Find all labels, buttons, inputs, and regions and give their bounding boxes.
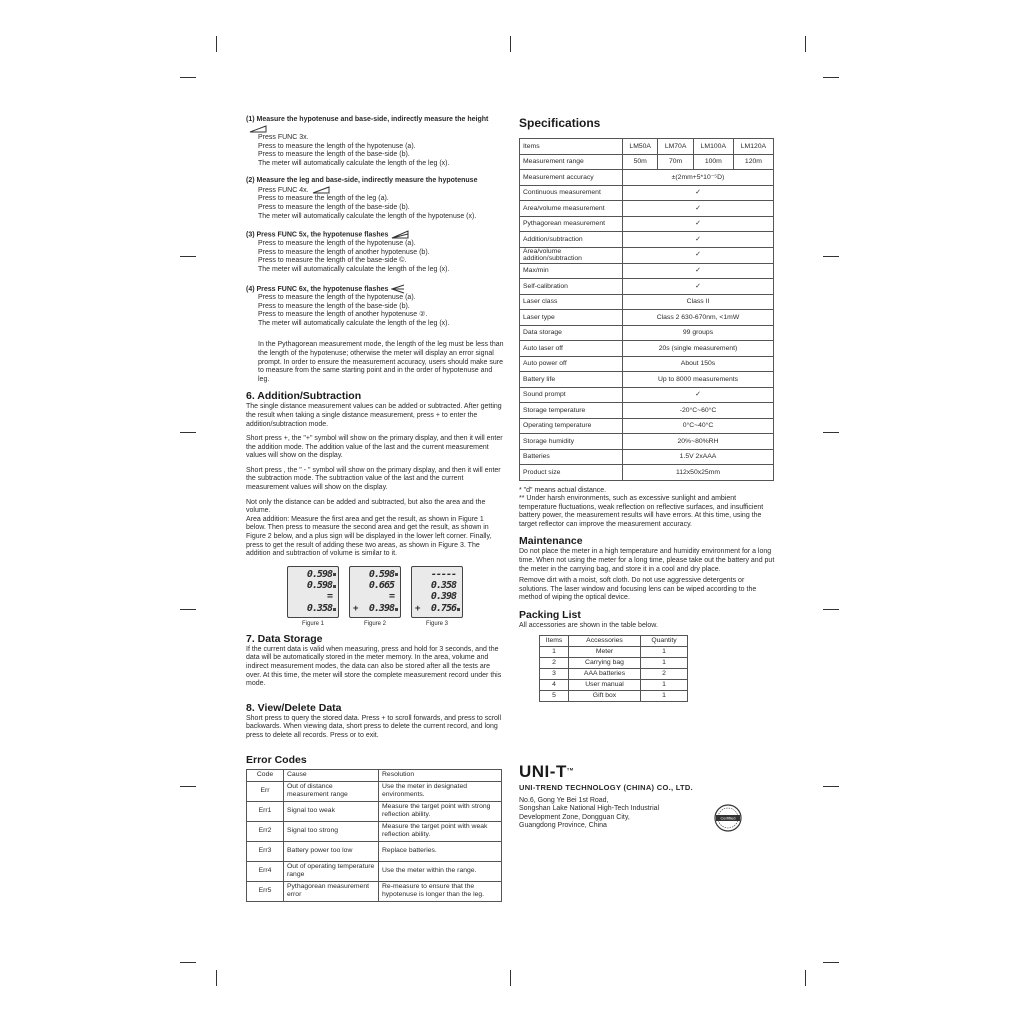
method-step: Press to measure the length of another hypotenuse ②. (258, 311, 428, 319)
spec-label: Storage temperature (520, 403, 623, 419)
footnote: * "d" means actual distance. (519, 486, 607, 494)
table-row (520, 216, 774, 232)
table-row (520, 449, 774, 465)
unit-mark-icon (333, 608, 336, 611)
error-cause: Battery power too low (284, 841, 379, 861)
spec-value: Up to 8000 measurements (623, 372, 774, 388)
lcd-line: 0.358 (306, 602, 332, 614)
table-row (520, 247, 774, 263)
left-column (246, 116, 504, 902)
table-row (247, 821, 502, 841)
triangle-icon (391, 230, 409, 239)
spec-label: Data storage (520, 325, 623, 341)
item-name: Carrying bag (569, 657, 641, 668)
table-row (520, 418, 774, 434)
spec-label: Max/min (520, 263, 623, 279)
right-column (519, 116, 775, 831)
storage-heading: 7. Data Storage (246, 632, 323, 645)
error-resolution: Re-measure to ensure that the hypotenuse is longer than the leg. (379, 881, 502, 901)
spec-value: -20°C~60°C (623, 403, 774, 419)
spec-value: Class II (623, 294, 774, 310)
spec-value: ✓ (623, 216, 774, 232)
crop-mark (510, 36, 511, 52)
spec-value: 100m (693, 154, 733, 170)
error-cause: Out of distance measurement range (284, 781, 379, 801)
crop-mark (823, 256, 839, 257)
method-step: Press to measure the length of the base-side (b). (258, 151, 410, 159)
table-row (247, 781, 502, 801)
func-line: Press FUNC 3x. (258, 134, 309, 142)
unit-mark-icon (457, 608, 460, 611)
unit-mark-icon (333, 573, 336, 576)
addition-paragraph: Not only the distance can be added and subtracted, but also the area and the volume. (246, 498, 486, 515)
pyth-method-2 (246, 177, 504, 221)
crop-mark (180, 432, 196, 433)
table-row (247, 801, 502, 821)
table-row (540, 668, 688, 679)
spec-label: Continuous measurement (520, 185, 623, 201)
spec-value: 20s (single measurement) (623, 341, 774, 357)
company-name: UNI-TREND TECHNOLOGY (CHINA) CO., LTD. (519, 782, 694, 792)
method-title: (2) Measure the leg and base-side, indirectly measure the hypotenuse (246, 177, 478, 185)
address-line: Guangdong Province, China (519, 822, 607, 830)
error-cause: Signal too strong (284, 821, 379, 841)
lcd-line: = (326, 590, 332, 602)
view-delete-heading: 8. View/Delete Data (246, 701, 342, 714)
spec-value: 112x50x25mm (623, 465, 774, 481)
triangle-icon (391, 284, 405, 294)
spec-label: Laser type (520, 310, 623, 326)
table-row (520, 263, 774, 279)
func-line: Press FUNC 4x. (246, 186, 504, 195)
table-row (520, 232, 774, 248)
error-code: Err2 (247, 821, 284, 841)
unit-mark-icon (333, 585, 336, 588)
addition-heading: 6. Addition/Subtraction (246, 390, 362, 403)
method-step: The meter will automatically calculate the length of the hypotenuse (x). (258, 212, 477, 220)
crop-mark (805, 970, 806, 986)
method-step: Press to measure the length of the hypotenuse (a). (258, 293, 416, 301)
spec-value: ✓ (623, 201, 774, 217)
plus-sign-icon: + (353, 603, 359, 614)
header-cell: Cause (284, 769, 379, 781)
method-step: The meter will automatically calculate the length of the leg (x). (258, 159, 450, 167)
header-cell: Quantity (641, 635, 688, 646)
specifications-heading: Specifications (519, 116, 601, 130)
spec-label: Laser class (520, 294, 623, 310)
spec-label: Battery life (520, 372, 623, 388)
item-quantity: 2 (641, 668, 688, 679)
item-number: 4 (540, 679, 569, 690)
method-step: Press to measure the length of the leg (a). (258, 195, 389, 203)
table-row (520, 356, 774, 372)
header-cell: Items (520, 139, 623, 155)
table-row (247, 861, 502, 881)
figure-2 (349, 566, 401, 627)
spec-value: ✓ (623, 247, 774, 263)
crop-mark (805, 36, 806, 52)
table-row (520, 434, 774, 450)
crop-mark (216, 970, 217, 986)
method-title: (3) Press FUNC 5x, the hypotenuse flashes (246, 230, 504, 240)
lcd-display (349, 566, 401, 618)
error-cause: Signal too weak (284, 801, 379, 821)
table-row (520, 170, 774, 186)
header-cell: LM120A (733, 139, 773, 155)
table-header-row (247, 769, 502, 781)
spec-value: 70m (658, 154, 693, 170)
pyth-method-3 (246, 230, 504, 274)
header-cell: LM100A (693, 139, 733, 155)
error-codes-table (246, 769, 502, 902)
spec-value: ✓ (623, 263, 774, 279)
storage-paragraph: If the current data is valid when measuring, press and hold for 3 seconds, and the data will be automatically stored in the meter memory. In the area, volume and indirect measurement modes, the data can also be stored after all the tests are over. At this time, the meter will store the complete measurement record under this mode. (246, 645, 502, 688)
item-name: AAA batteries (569, 668, 641, 679)
certification-seal-icon (713, 803, 743, 833)
item-number: 3 (540, 668, 569, 679)
crop-mark (180, 786, 196, 787)
lcd-line: 0.598 (368, 568, 394, 580)
lcd-line: ----- (430, 568, 456, 580)
item-number: 1 (540, 646, 569, 657)
spec-label: Addition/subtraction (520, 232, 623, 248)
table-header-row (520, 139, 774, 155)
spec-value: ✓ (623, 185, 774, 201)
lcd-line: 0.358 (430, 579, 456, 591)
error-code: Err (247, 781, 284, 801)
crop-mark (510, 970, 511, 986)
error-resolution: Measure the target point with strong reflection ability. (379, 801, 502, 821)
crop-mark (180, 256, 196, 257)
item-quantity: 1 (641, 646, 688, 657)
lcd-display (287, 566, 339, 618)
packing-list-table (539, 635, 688, 702)
method-step: Press to measure the length of the base-side (b). (258, 302, 410, 310)
company-block (519, 762, 775, 831)
spec-value: 99 groups (623, 325, 774, 341)
spec-value: 0°C~40°C (623, 418, 774, 434)
error-code: Err4 (247, 861, 284, 881)
method-step: Press to measure the length of the base-side ©. (258, 257, 407, 265)
uni-t-logo: UNI-T™ (519, 761, 574, 781)
lcd-line: 0.756 (430, 602, 456, 614)
item-quantity: 1 (641, 679, 688, 690)
error-codes-heading: Error Codes (246, 753, 307, 766)
spec-label: Measurement range (520, 154, 623, 170)
error-code: Err1 (247, 801, 284, 821)
item-quantity: 1 (641, 657, 688, 668)
error-code: Err5 (247, 881, 284, 901)
table-header-row (540, 635, 688, 646)
maintenance-heading: Maintenance (519, 535, 583, 548)
plus-sign-icon: + (415, 603, 421, 614)
spec-label: Storage humidity (520, 434, 623, 450)
item-name: User manual (569, 679, 641, 690)
table-row (520, 310, 774, 326)
method-step: Press to measure the length of the hypotenuse (a). (258, 240, 416, 248)
unit-mark-icon (395, 608, 398, 611)
area-addition-paragraph: Area addition: Measure the first area and get the result, as shown in Figure 1 below. Then press to measure the second area and get the result, as shown in Figure 2 below, and a plus sign will be displayed in the lower left corner. Finally, press to get the result of adding these two areas, as shown in Figure 3. The addition and subtraction of volume is similar to it. (246, 515, 492, 558)
svg-text:Certified: Certified (720, 815, 736, 821)
method-step: Press to measure the length of the hypotenuse (a). (258, 142, 416, 150)
triangle-icon (249, 125, 267, 133)
maintenance-paragraph: Do not place the meter in a high temperature and humidity environment for a long time. When not using the meter for a long time, please take out the battery and put the meter in the carrying bag, and store it in a cool and dry place. (519, 548, 775, 573)
error-resolution: Use the meter within the range. (379, 861, 502, 881)
method-step: The meter will automatically calculate the length of the leg (x). (258, 265, 450, 273)
spec-value: 50m (623, 154, 658, 170)
crop-mark (180, 609, 196, 610)
error-code: Err3 (247, 841, 284, 861)
table-row (540, 646, 688, 657)
pyth-method-4 (246, 284, 504, 329)
table-row (520, 341, 774, 357)
lcd-line: 0.598 (306, 568, 332, 580)
pyth-method-1 (246, 116, 504, 168)
table-row (520, 185, 774, 201)
packing-list-intro: All accessories are shown in the table below. (519, 622, 658, 630)
table-row (520, 294, 774, 310)
item-quantity: 1 (641, 690, 688, 701)
unit-mark-icon (395, 573, 398, 576)
addition-paragraph: Short press +, the "+" symbol will show on the primary display, and then it will enter the addition mode. The addition value of the last and the current measurement values will show on the display. (246, 435, 503, 460)
spec-label: Sound prompt (520, 387, 623, 403)
triangle-icon (312, 186, 330, 194)
header-cell: Resolution (379, 769, 502, 781)
crop-mark (180, 77, 196, 78)
spec-label: Area/volume measurement (520, 201, 623, 217)
spec-label: Self-calibration (520, 279, 623, 295)
address-line: Songshan Lake National High-Tech Industrial (519, 805, 660, 813)
crop-mark (180, 962, 196, 963)
view-delete-paragraph: Short press to query the stored data. Press + to scroll forwards, and press to scroll backwards. When viewing data, short press to delete the current record, and long press to delete all records. Press or to exit. (246, 714, 502, 739)
header-cell: Items (540, 635, 569, 646)
table-row (520, 325, 774, 341)
method-step: The meter will automatically calculate the length of the leg (x). (258, 319, 450, 327)
crop-mark (823, 609, 839, 610)
footnote: ** Under harsh environments, such as excessive sunlight and ambient temperature fluctuations, weak reflection on reflective surfaces, and insufficient battery power, the measurement results will have errors. At this time, using the target reflector can improve the measurement accuracy. (519, 495, 764, 528)
error-resolution: Replace batteries. (379, 841, 502, 861)
method-title: (1) Measure the hypotenuse and base-side, indirectly measure the height (246, 116, 504, 134)
crop-mark (823, 77, 839, 78)
header-cell: LM70A (658, 139, 693, 155)
lcd-line: 0.598 (306, 579, 332, 591)
spec-value: ✓ (623, 279, 774, 295)
table-row (520, 372, 774, 388)
crop-mark (216, 36, 217, 52)
error-cause: Out of operating temperature range (284, 861, 379, 881)
pyth-note: In the Pythagorean measurement mode, the length of the leg must be less than the length of the hypotenuse; otherwise the meter will display an error signal prompt. In order to ensure the measurement accuracy, users should make sure to measure from the same starting point and in the order of hypotenuse and leg. (258, 341, 504, 383)
table-row (247, 881, 502, 901)
spec-value: About 150s (623, 356, 774, 372)
header-cell: LM50A (623, 139, 658, 155)
lcd-line: 0.665 (368, 579, 394, 591)
addition-paragraph: The single distance measurement values can be added or subtracted. After getting the result when taking a single distance measurement, press + to enter the addition/subtraction mode. (246, 403, 502, 428)
method-step: Press to measure the length of another hypotenuse (b). (258, 248, 430, 256)
spec-label: Measurement accuracy (520, 170, 623, 186)
address-line: No.6, Gong Ye Bei 1st Road, (519, 796, 609, 804)
crop-mark (823, 962, 839, 963)
table-row (520, 403, 774, 419)
figure-caption: Figure 2 (363, 620, 386, 627)
table-row (520, 201, 774, 217)
table-row (540, 679, 688, 690)
table-row (520, 465, 774, 481)
spec-label: Product size (520, 465, 623, 481)
spec-label: Auto power off (520, 356, 623, 372)
spec-label: Auto laser off (520, 341, 623, 357)
spec-value: 1.5V 2xAAA (623, 449, 774, 465)
figure-1 (287, 566, 339, 627)
figure-3 (411, 566, 463, 627)
table-row (540, 690, 688, 701)
spec-label: Operating temperature (520, 418, 623, 434)
item-name: Meter (569, 646, 641, 657)
lcd-display (411, 566, 463, 618)
subtraction-paragraph: Short press , the " - " symbol will show on the primary display, and then it will enter the subtraction mode. The subtraction value of the last and the current measurement values will show on the display. (246, 466, 501, 492)
crop-mark (823, 432, 839, 433)
lcd-figures (287, 566, 504, 627)
table-row (520, 154, 774, 170)
error-cause: Pythagorean measurement error (284, 881, 379, 901)
spec-value: ✓ (623, 232, 774, 248)
table-row (520, 279, 774, 295)
figure-caption: Figure 1 (301, 620, 324, 627)
spec-value: Class 2 630-670nm, <1mW (623, 310, 774, 326)
spec-value: 120m (733, 154, 773, 170)
spec-value: ±(2mm+5*10⁻⁵D) (623, 170, 774, 186)
address-line: Development Zone, Dongguan City, (519, 813, 630, 821)
spec-label: Area/volume addition/subtraction (520, 247, 623, 263)
lcd-line: = (388, 590, 394, 602)
packing-list-heading: Packing List (519, 609, 581, 622)
method-step: Press to measure the length of the base-side (b). (258, 204, 410, 212)
spec-value: 20%~80%RH (623, 434, 774, 450)
specifications-table (519, 138, 774, 481)
spec-value: ✓ (623, 387, 774, 403)
method-title: (4) Press FUNC 6x, the hypotenuse flashes (246, 284, 504, 294)
header-cell: Accessories (569, 635, 641, 646)
item-name: Gift box (569, 690, 641, 701)
error-resolution: Use the meter in designated environments. (379, 781, 502, 801)
table-row (540, 657, 688, 668)
crop-mark (823, 786, 839, 787)
lcd-line: 0.398 (430, 590, 456, 602)
spec-label: Batteries (520, 449, 623, 465)
spec-label: Pythagorean measurement (520, 216, 623, 232)
table-row (247, 841, 502, 861)
error-resolution: Measure the target point with weak reflection ability. (379, 821, 502, 841)
table-row (520, 387, 774, 403)
item-number: 5 (540, 690, 569, 701)
header-cell: Code (247, 769, 284, 781)
figure-caption: Figure 3 (425, 620, 448, 627)
item-number: 2 (540, 657, 569, 668)
maintenance-paragraph: Remove dirt with a moist, soft cloth. Do not use aggressive detergents or solutions. The laser window and focusing lens can be wiped according to the method of wiping the optical device. (519, 577, 757, 602)
lcd-line: 0.398 (368, 602, 394, 614)
